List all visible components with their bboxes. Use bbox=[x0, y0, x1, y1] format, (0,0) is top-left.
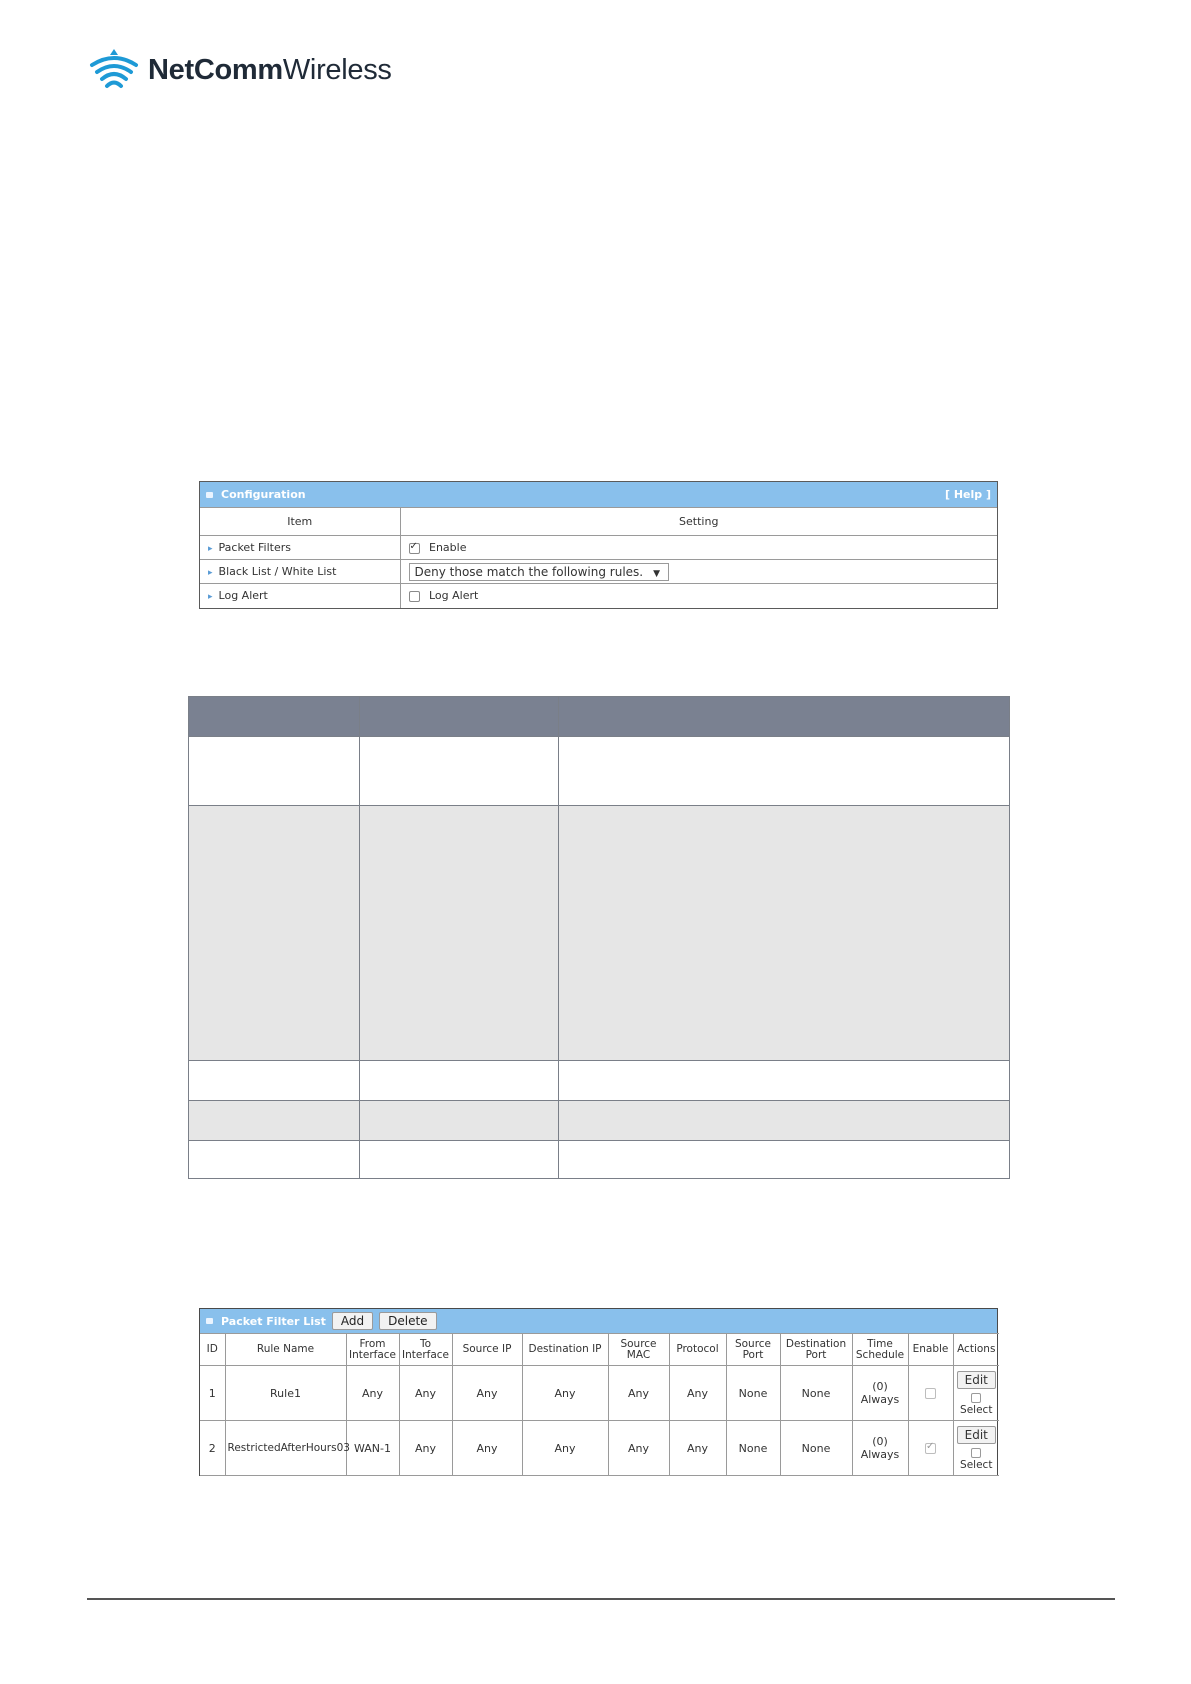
packet-filter-list-panel bbox=[199, 1308, 998, 1476]
col-from-interface: From Interface bbox=[346, 1334, 399, 1366]
panel-title: Configuration bbox=[221, 488, 306, 501]
row-to: Any bbox=[399, 1366, 452, 1421]
log-alert-checkbox-label: Log Alert bbox=[429, 589, 479, 603]
rule-enable-checkbox[interactable] bbox=[925, 1388, 936, 1399]
row-enable bbox=[908, 1421, 953, 1476]
select-checkbox[interactable] bbox=[971, 1448, 981, 1458]
row-to: Any bbox=[399, 1421, 452, 1476]
row-destination-ip: Any bbox=[522, 1421, 608, 1476]
row-source-ip: Any bbox=[452, 1421, 522, 1476]
row-protocol: Any bbox=[669, 1421, 726, 1476]
row-actions bbox=[953, 1421, 999, 1476]
configuration-panel bbox=[199, 481, 998, 609]
panel-bullet-icon bbox=[206, 492, 213, 498]
specification-table bbox=[188, 696, 1010, 1179]
spec-table-row bbox=[189, 736, 1009, 805]
row-source-mac: Any bbox=[608, 1421, 669, 1476]
black-white-list-label: ▸ Black List / White List bbox=[208, 565, 336, 578]
row-from: Any bbox=[346, 1366, 399, 1421]
logo-wordmark: NetCommWireless bbox=[148, 53, 392, 86]
table-row bbox=[200, 1366, 999, 1421]
select-label: Select bbox=[960, 1458, 993, 1471]
help-link[interactable]: [ Help ] bbox=[944, 488, 991, 501]
row-from: WAN-1 bbox=[346, 1421, 399, 1476]
black-white-list-select[interactable] bbox=[409, 563, 670, 581]
column-header-setting: Setting bbox=[400, 508, 997, 536]
row-source-port: None bbox=[726, 1421, 780, 1476]
log-alert-checkbox[interactable] bbox=[409, 591, 420, 602]
col-protocol: Protocol bbox=[669, 1334, 726, 1366]
panel-bullet-icon bbox=[206, 1318, 213, 1324]
rule-enable-checkbox[interactable] bbox=[925, 1443, 936, 1454]
col-source-mac: Source MAC bbox=[608, 1334, 669, 1366]
packet-filter-list-header bbox=[200, 1309, 997, 1333]
col-time-schedule: Time Schedule bbox=[852, 1334, 908, 1366]
col-rule-name: Rule Name bbox=[225, 1334, 346, 1366]
column-header-item: Item bbox=[200, 508, 400, 536]
col-source-ip: Source IP bbox=[452, 1334, 522, 1366]
netcomm-logo bbox=[88, 46, 392, 94]
chevron-down-icon: ▼ bbox=[653, 568, 661, 579]
row-id: 2 bbox=[200, 1421, 225, 1476]
configuration-panel-header bbox=[200, 482, 997, 507]
row-time-schedule: (0) Always bbox=[852, 1421, 908, 1476]
spec-table-row bbox=[189, 805, 1009, 1060]
row-destination-ip: Any bbox=[522, 1366, 608, 1421]
col-id: ID bbox=[200, 1334, 225, 1366]
col-destination-ip: Destination IP bbox=[522, 1334, 608, 1366]
row-source-ip: Any bbox=[452, 1366, 522, 1421]
add-button[interactable]: Add bbox=[332, 1312, 373, 1330]
packet-filters-enable-checkbox[interactable] bbox=[409, 543, 420, 554]
col-actions: Actions bbox=[953, 1334, 999, 1366]
row-id: 1 bbox=[200, 1366, 225, 1421]
footer-divider bbox=[87, 1598, 1115, 1600]
log-alert-label: ▸ Log Alert bbox=[208, 589, 268, 602]
delete-button[interactable]: Delete bbox=[379, 1312, 436, 1330]
row-source-port: None bbox=[726, 1366, 780, 1421]
edit-button[interactable]: Edit bbox=[957, 1371, 996, 1389]
packet-filters-enable-label: Enable bbox=[429, 541, 467, 554]
row-rule-name: RestrictedAfterHours03 bbox=[225, 1421, 346, 1476]
spec-table-row bbox=[189, 1140, 1009, 1178]
row-protocol: Any bbox=[669, 1366, 726, 1421]
col-to-interface: To Interface bbox=[399, 1334, 452, 1366]
select-label: Select bbox=[960, 1403, 993, 1416]
wifi-signal-icon bbox=[88, 47, 140, 93]
spec-table-header bbox=[189, 697, 1009, 736]
black-white-list-value: Deny those match the following rules. bbox=[414, 564, 644, 579]
row-actions bbox=[953, 1366, 999, 1421]
panel-title: Packet Filter List bbox=[221, 1314, 326, 1328]
row-source-mac: Any bbox=[608, 1366, 669, 1421]
col-enable: Enable bbox=[908, 1334, 953, 1366]
table-row bbox=[200, 1421, 999, 1476]
row-destination-port: None bbox=[780, 1366, 852, 1421]
row-rule-name: Rule1 bbox=[225, 1366, 346, 1421]
row-enable bbox=[908, 1366, 953, 1421]
packet-filters-label: ▸ Packet Filters bbox=[208, 541, 291, 554]
packet-filter-table bbox=[200, 1333, 999, 1476]
table-header-row bbox=[200, 1334, 999, 1366]
col-source-port: Source Port bbox=[726, 1334, 780, 1366]
col-destination-port: Destination Port bbox=[780, 1334, 852, 1366]
row-time-schedule: (0) Always bbox=[852, 1366, 908, 1421]
spec-table-row bbox=[189, 1060, 1009, 1100]
spec-table-row bbox=[189, 1100, 1009, 1140]
select-checkbox[interactable] bbox=[971, 1393, 981, 1403]
row-destination-port: None bbox=[780, 1421, 852, 1476]
edit-button[interactable]: Edit bbox=[957, 1426, 996, 1444]
